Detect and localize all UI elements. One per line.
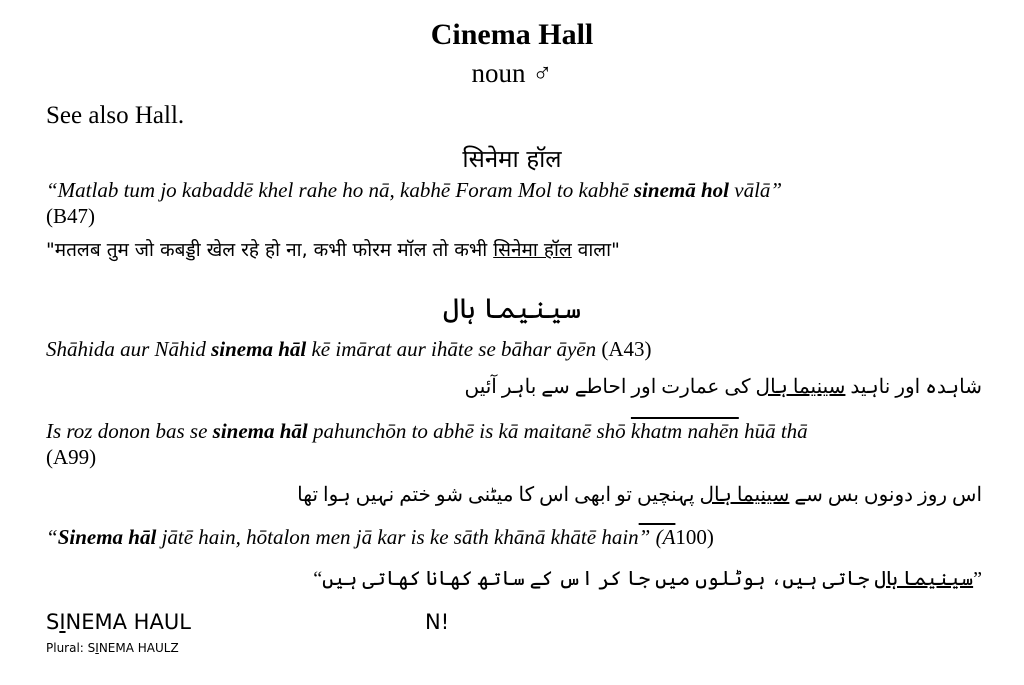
quote-1-hindi [46, 236, 620, 262]
quote-4-urdu-open: ” [973, 568, 982, 590]
quote-1-transliteration [46, 178, 782, 203]
plural-rest: NEMA HAULZ [98, 641, 179, 655]
quote-4-open: “ [46, 525, 58, 549]
urdu-headword: سینیما ہال [442, 294, 582, 325]
quote-3-urdu [297, 482, 982, 507]
quote-2-urdu-before: شاہدہ اور ناہید [845, 376, 982, 398]
plural-respelling [46, 641, 179, 655]
respelling-i: I [59, 610, 66, 634]
quote-3-transliteration [46, 419, 808, 444]
quote-1-term: sinemā hol [633, 178, 730, 202]
quote-3-urdu-term: سینیما ہال [699, 484, 790, 506]
quote-2-before: Shāhida aur Nāhid [46, 337, 212, 361]
quote-2-urdu [464, 374, 982, 399]
hindi-headword: सिनेमा हॉल [462, 145, 562, 173]
quote-3-urdu-before: اس روز دونوں بس سے [789, 484, 982, 506]
gender-code: N! [425, 610, 450, 634]
quote-3-term: sinema hāl [212, 419, 308, 443]
quote-1-before: “Matlab tum jo kabaddē khel rahe ho nā, kabhē Foram Mol to kabhē [46, 178, 634, 202]
quote-2-term: sinema hāl [211, 337, 307, 361]
quote-3-source: (A99) [46, 445, 97, 469]
quote-4-transliteration [46, 525, 714, 550]
quote-3-urdu-after: پہنچیں تو ابھی اس کا میٹنی شو ختم نہیں ہوا تھا [297, 484, 700, 506]
respelling [46, 610, 191, 634]
quote-4-source-tail: 100) [675, 525, 714, 549]
quote-3-before: Is roz donon bas se [46, 419, 213, 443]
quote-3-overline: khatm nahēn [630, 419, 739, 443]
plural-i: I [95, 641, 99, 655]
quote-2-transliteration [46, 337, 652, 362]
quote-1-after: vālā” [729, 178, 783, 202]
quote-4-after: jātē hain, hōtalon men jā kar is ke sāth khānā khātē hain [156, 525, 639, 549]
plural-label: Plural: S [46, 641, 96, 655]
quote-2-source: (A43) [601, 337, 652, 361]
see-also-link: See also Hall. [46, 102, 185, 129]
quote-2-urdu-after: کی عمارت اور احاطے سے باہر آئیں [464, 376, 756, 398]
quote-1-hindi-before: "मतलब तुम जो कबड्डी खेल रहे हो ना, कभी फोरम मॉल तो कभी [46, 239, 494, 261]
entry-title: Cinema Hall [430, 18, 594, 51]
part-of-speech: noun ♂ [471, 58, 553, 88]
respelling-rest: NEMA HAUL [65, 610, 191, 634]
quote-1-hindi-after: वाला" [571, 239, 620, 261]
quote-3-middle: pahunchōn to abhē is kā maitanē shō [307, 419, 631, 443]
respelling-s: S [46, 610, 60, 634]
quote-1-hindi-term: सिनेमा हॉल [493, 239, 572, 261]
quote-4-overline: ” (A [638, 525, 676, 549]
quote-4-term: Sinema hāl [57, 525, 157, 549]
quote-4-urdu [313, 566, 982, 591]
quote-1-source: (B47) [46, 204, 95, 228]
quote-4-urdu-term: سینیما ہال [874, 568, 974, 590]
quote-2-urdu-term: سینیما ہال [755, 376, 846, 398]
quote-2-after: kē imārat aur ihāte se bāhar āyēn [306, 337, 602, 361]
quote-3-after: hūā thā [738, 419, 808, 443]
quote-4-urdu-after: جاتی ہیں، ہوٹلوں میں جا کر اس کے ساتھ کھانا کھاتی ہیں“ [313, 568, 875, 590]
